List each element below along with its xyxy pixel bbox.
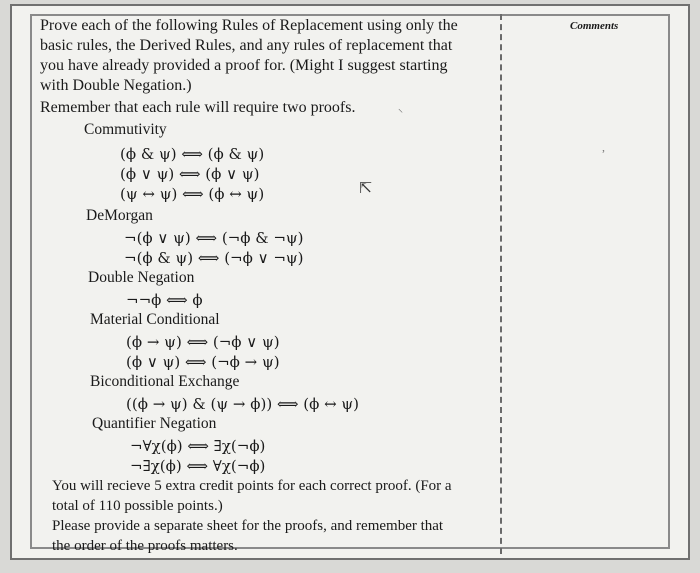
demorgan-heading: DeMorgan <box>86 207 153 224</box>
demorgan-formula-2: ¬(ϕ & ψ) ⟺ (¬ϕ ∨ ¬ψ) <box>124 249 304 267</box>
comments-divider <box>500 14 502 554</box>
commutivity-formula-3: (ψ ↔ ψ) ⟺ (ϕ ↔ ψ) <box>120 185 265 203</box>
material-conditional-formula-1: (ϕ → ψ) ⟺ (¬ϕ ∨ ψ) <box>126 333 280 351</box>
material-conditional-heading: Material Conditional <box>90 311 220 328</box>
comments-label: Comments <box>570 20 619 32</box>
biconditional-exchange-formula-1: ((ϕ → ψ) & (ψ → ϕ)) ⟺ (ϕ ↔ ψ) <box>126 395 360 413</box>
double-negation-heading: Double Negation <box>88 269 195 286</box>
stray-mark: ⸌ <box>398 108 403 119</box>
commutivity-formula-2: (ϕ ∨ ψ) ⟺ (ϕ ∨ ψ) <box>120 165 260 183</box>
biconditional-exchange-heading: Biconditional Exchange <box>90 373 240 390</box>
commutivity-formula-1: (ϕ & ψ) ⟺ (ϕ & ψ) <box>120 145 265 163</box>
footer-line-4: the order of the proofs matters. <box>52 538 238 554</box>
footer-line-3: Please provide a separate sheet for the proofs, and remember that <box>52 518 444 534</box>
quantifier-negation-heading: Quantifier Negation <box>92 415 217 432</box>
intro-line-2: basic rules, the Derived Rules, and any rules of replacement that <box>40 37 453 54</box>
mouse-cursor-icon: ⇱ <box>359 180 373 197</box>
intro-line-3: you have already provided a proof for. (Might I suggest starting <box>40 57 448 74</box>
material-conditional-formula-2: (ϕ ∨ ψ) ⟺ (¬ϕ → ψ) <box>126 353 280 371</box>
demorgan-formula-1: ¬(ϕ ∨ ψ) ⟺ (¬ϕ & ¬ψ) <box>124 229 304 247</box>
document-sheet <box>10 4 690 560</box>
intro-line-4: with Double Negation.) <box>40 77 192 94</box>
intro-line-1: Prove each of the following Rules of Replacement using only the <box>40 17 458 34</box>
quantifier-negation-formula-2: ¬∃χ(ϕ) ⟺ ∀χ(¬ϕ) <box>130 457 266 475</box>
footer-line-2: total of 110 possible points.) <box>52 498 223 514</box>
double-negation-formula-1: ¬¬ϕ ⟺ ϕ <box>126 291 203 309</box>
commutivity-heading: Commutivity <box>84 121 167 138</box>
quantifier-negation-formula-1: ¬∀χ(ϕ) ⟺ ∃χ(¬ϕ) <box>130 437 266 455</box>
pen-mark: , <box>602 140 605 154</box>
intro-line-5: Remember that each rule will require two proofs. <box>40 99 356 116</box>
footer-line-1: You will recieve 5 extra credit points for each correct proof. (For a <box>52 478 452 494</box>
